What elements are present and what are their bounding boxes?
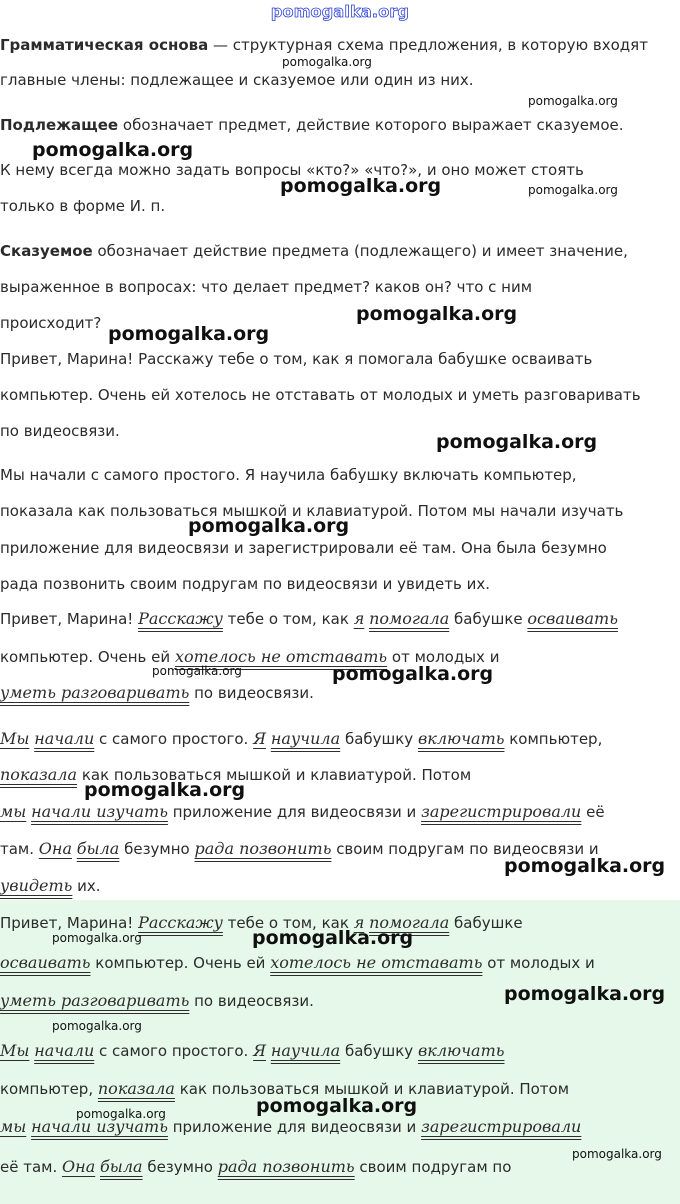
text-run: приложение для видеосвязи и	[172, 803, 417, 821]
text-run: её	[586, 803, 605, 821]
predicate: научила	[270, 729, 341, 748]
term-subject: Подлежащее	[0, 116, 119, 134]
watermark: pomogalka.org	[528, 183, 618, 197]
text-run: по видеосвязи.	[194, 992, 314, 1010]
text-run: тебе о том, как	[227, 914, 349, 932]
predicate: осваивать	[527, 609, 618, 628]
annotated-line-5	[0, 765, 680, 785]
predicate: осваивать	[0, 953, 91, 972]
theory-text: обозначает предмет, действие которого выражает сказуемое.	[118, 116, 624, 134]
predicate: начали изучать	[31, 802, 168, 821]
predicate: хотелось не отставать	[270, 953, 483, 972]
answer-line-1	[0, 913, 680, 933]
predicate: Расскажу	[138, 609, 223, 628]
text-run: там.	[0, 840, 35, 858]
predicate: показала	[97, 1079, 175, 1098]
subject: Мы	[0, 729, 30, 748]
letter-line-4: Мы начали с самого простого. Я научила бабушку включать компьютер,	[0, 466, 577, 484]
text-run: по видеосвязи.	[194, 684, 314, 702]
predicate: помогала	[369, 913, 450, 932]
text-run: её там.	[0, 1158, 58, 1176]
text-run: Привет, Марина!	[0, 914, 134, 932]
watermark: pomogalka.org	[152, 664, 242, 678]
predicate: зарегистрировали	[421, 802, 582, 821]
subject: мы	[0, 1117, 27, 1136]
subject: Она	[38, 839, 72, 858]
annotated-line-4	[0, 729, 680, 749]
watermark: pomogalka.org	[52, 931, 142, 945]
text-run: с самого простого.	[99, 730, 249, 748]
annotated-line-1	[0, 609, 680, 629]
letter-line-5: показала как пользоваться мышкой и клавиатурой. Потом мы начали изучать	[0, 502, 624, 520]
predicate: рада позвонить	[194, 839, 332, 858]
answer-line-4	[0, 1041, 680, 1061]
watermark: pomogalka.org	[188, 515, 350, 537]
text-run: безумно	[147, 1158, 213, 1176]
text-run: с самого простого.	[99, 1042, 249, 1060]
annotated-line-8	[0, 876, 680, 896]
annotated-line-2	[0, 647, 680, 667]
theory-text: обозначает действие предмета (подлежащего) и имеет значение,	[92, 242, 628, 260]
text-run: бабушку	[344, 730, 414, 748]
text-run: бабушке	[454, 610, 523, 628]
term-grammatical-basis: Грамматическая основа	[0, 36, 209, 54]
subject: я	[353, 913, 365, 932]
watermark: pomogalka.org	[256, 1095, 418, 1117]
text-run: компьютер,	[0, 1080, 94, 1098]
text-run: от молодых и	[391, 648, 500, 666]
subject: Мы	[0, 1041, 30, 1060]
watermark: pomogalka.org	[252, 927, 414, 949]
predicate: начали	[34, 729, 95, 748]
text-run: как пользоваться мышкой и клавиатурой. Потом	[81, 766, 472, 784]
text-run: компьютер. Очень ей	[0, 648, 171, 666]
watermark: pomogalka.org	[356, 303, 518, 325]
predicate: научила	[270, 1041, 341, 1060]
theory-line-6	[0, 241, 680, 261]
text-run: от молодых и	[487, 954, 595, 972]
text-run: компьютер,	[509, 730, 603, 748]
theory-line-5: только в форме И. п.	[0, 197, 166, 215]
predicate: показала	[0, 765, 78, 784]
text-run: безумно	[124, 840, 190, 858]
answer-line-2	[0, 953, 680, 973]
watermark: pomogalka.org	[84, 779, 246, 801]
watermark: pomogalka.org	[76, 1107, 166, 1121]
watermark: pomogalka.org	[528, 94, 618, 108]
text-run: бабушке	[454, 914, 523, 932]
text-run: как пользоваться мышкой и клавиатурой. Потом	[179, 1080, 570, 1098]
predicate: зарегистрировали	[421, 1117, 582, 1136]
predicate: была	[100, 1157, 143, 1176]
theory-text: — структурная схема предложения, в которую входят	[208, 36, 648, 54]
letter-line-1: Привет, Марина! Расскажу тебе о том, как я помогала бабушке осваивать	[0, 350, 593, 368]
theory-line-7: выраженное в вопросах: что делает предмет? каков он? что с ним	[0, 278, 533, 296]
annotated-line-3	[0, 683, 680, 703]
predicate: включать	[417, 1041, 505, 1060]
theory-line-8: происходит?	[0, 314, 102, 332]
watermark: pomogalka.org	[332, 663, 494, 685]
watermark: pomogalka.org	[282, 55, 372, 69]
answer-line-5	[0, 1079, 680, 1099]
text-run: Очень ей	[193, 954, 266, 972]
text-run: тебе о том, как	[227, 610, 349, 628]
annotated-line-7	[0, 839, 680, 859]
watermark: pomogalka.org	[108, 323, 270, 345]
letter-line-2: компьютер. Очень ей хотелось не отставать от молодых и уметь разговаривать	[0, 386, 641, 404]
answer-line-3	[0, 991, 680, 1011]
answer-line-7	[0, 1157, 680, 1177]
predicate: включать	[417, 729, 505, 748]
site-link[interactable]: pomogalka.org	[270, 2, 410, 21]
watermark: pomogalka.org	[52, 1019, 142, 1033]
watermark: pomogalka.org	[436, 431, 598, 453]
watermark: pomogalka.org	[572, 1147, 662, 1161]
letter-line-3: по видеосвязи.	[0, 422, 120, 440]
text-run: их.	[77, 877, 101, 895]
text-run: своим подругам по видеосвязи и	[336, 840, 599, 858]
term-predicate: Сказуемое	[0, 242, 93, 260]
predicate: начали изучать	[31, 1117, 168, 1136]
watermark: pomogalka.org	[504, 983, 666, 1005]
letter-line-7: рада позвонить своим подругам по видеосвязи и увидеть их.	[0, 575, 490, 593]
predicate: начали	[34, 1041, 95, 1060]
watermark: pomogalka.org	[504, 855, 666, 877]
predicate: была	[76, 839, 120, 858]
predicate: уметь разговаривать	[0, 683, 190, 702]
text-run: приложение для видеосвязи и	[172, 1118, 417, 1136]
answer-line-6	[0, 1117, 680, 1137]
predicate: увидеть	[0, 876, 73, 895]
theory-line-1	[0, 35, 680, 55]
theory-line-2: главные члены: подлежащее и сказуемое или один из них.	[0, 71, 474, 89]
text-run: своим подругам по	[359, 1158, 512, 1176]
letter-line-6: приложение для видеосвязи и зарегистрировали её там. Она была безумно	[0, 539, 607, 557]
predicate: Расскажу	[138, 913, 223, 932]
subject: Я	[253, 1041, 267, 1060]
watermark: pomogalka.org	[32, 139, 194, 161]
predicate: рада позвонить	[217, 1157, 355, 1176]
subject: я	[353, 609, 365, 628]
theory-line-4: К нему всегда можно задать вопросы «кто?» «что?», и оно может стоять	[0, 161, 584, 179]
subject: мы	[0, 802, 27, 821]
watermark: pomogalka.org	[280, 175, 442, 197]
text-run: Привет, Марина!	[0, 610, 134, 628]
text-run: компьютер.	[95, 954, 189, 972]
predicate: уметь разговаривать	[0, 991, 190, 1010]
predicate: хотелось не отставать	[174, 647, 388, 666]
predicate: помогала	[369, 609, 450, 628]
text-run: бабушку	[344, 1042, 414, 1060]
subject: Я	[253, 729, 267, 748]
theory-line-3	[0, 115, 680, 135]
annotated-line-6	[0, 802, 680, 822]
subject: Она	[62, 1157, 96, 1176]
